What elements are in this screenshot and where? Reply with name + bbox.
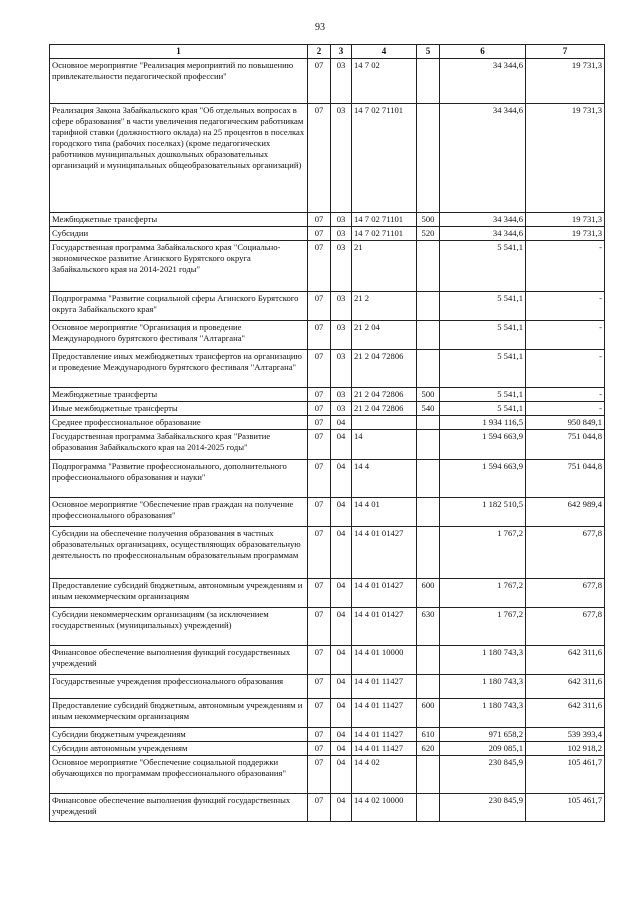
row-target-article-cell: 21 2 [352, 292, 417, 321]
row-sum-2-cell: 642 311,6 [526, 646, 605, 675]
row-subsection-cell: 03 [331, 241, 352, 292]
row-sum-1-cell: 1 767,2 [440, 579, 526, 608]
row-sum-2-cell: - [526, 321, 605, 350]
row-expense-type-cell [417, 430, 440, 460]
row-expense-type-cell [417, 756, 440, 794]
row-section-cell: 07 [308, 416, 331, 430]
row-subsection-cell: 03 [331, 292, 352, 321]
row-section-cell: 07 [308, 402, 331, 416]
row-sum-1-cell: 1 180 743,3 [440, 699, 526, 728]
row-sum-2-cell: 642 311,6 [526, 699, 605, 728]
row-target-article-cell: 14 4 02 [352, 756, 417, 794]
table-row [50, 430, 605, 460]
row-section-cell: 07 [308, 321, 331, 350]
row-sum-2-cell: 751 044,8 [526, 430, 605, 460]
row-expense-type-cell [417, 59, 440, 104]
table-row [50, 416, 605, 430]
row-subsection-cell: 04 [331, 728, 352, 742]
row-sum-2-cell: - [526, 350, 605, 388]
row-sum-2-cell: 105 461,7 [526, 756, 605, 794]
row-name-cell: Субсидии на обеспечение получения образования в частных образовательных организациях, осуществляющих образовательную деятельность по профессиональным образовательным программам [50, 527, 308, 579]
row-target-article-cell: 21 2 04 72806 [352, 388, 417, 402]
row-sum-2-cell: 642 989,4 [526, 498, 605, 527]
row-expense-type-cell: 620 [417, 742, 440, 756]
row-sum-2-cell: 19 731,3 [526, 59, 605, 104]
row-sum-1-cell: 34 344,6 [440, 213, 526, 227]
row-expense-type-cell [417, 104, 440, 213]
row-sum-1-cell: 34 344,6 [440, 59, 526, 104]
table-header [50, 45, 605, 59]
row-sum-2-cell: 102 918,2 [526, 742, 605, 756]
row-section-cell: 07 [308, 742, 331, 756]
table-row [50, 675, 605, 699]
row-sum-1-cell: 5 541,1 [440, 388, 526, 402]
row-expense-type-cell [417, 498, 440, 527]
row-target-article-cell: 14 4 01 01427 [352, 579, 417, 608]
row-name-cell: Основное мероприятие "Обеспечение социальной поддержки обучающихся по программам профессионального образования" [50, 756, 308, 794]
table-row [50, 321, 605, 350]
row-section-cell: 07 [308, 388, 331, 402]
row-section-cell: 07 [308, 350, 331, 388]
row-sum-1-cell: 230 845,9 [440, 794, 526, 822]
row-target-article-cell: 14 7 02 71101 [352, 104, 417, 213]
row-section-cell: 07 [308, 675, 331, 699]
row-sum-2-cell: 539 393,4 [526, 728, 605, 742]
row-subsection-cell: 04 [331, 460, 352, 498]
row-section-cell: 07 [308, 227, 331, 241]
row-sum-1-cell: 1 594 663,9 [440, 430, 526, 460]
row-name-cell: Основное мероприятие "Организация и проведение Международного бурятского фестиваля "Алтаргана" [50, 321, 308, 350]
row-target-article-cell: 14 7 02 71101 [352, 227, 417, 241]
row-expense-type-cell [417, 416, 440, 430]
row-section-cell: 07 [308, 292, 331, 321]
row-sum-1-cell: 1 180 743,3 [440, 675, 526, 699]
row-name-cell: Среднее профессиональное образование [50, 416, 308, 430]
row-sum-2-cell: 19 731,3 [526, 227, 605, 241]
row-name-cell: Основное мероприятие "Реализация мероприятий по повышению привлекательности педагогической профессии" [50, 59, 308, 104]
row-name-cell: Межбюджетные трансферты [50, 213, 308, 227]
row-subsection-cell: 04 [331, 742, 352, 756]
row-expense-type-cell [417, 292, 440, 321]
row-sum-2-cell: 751 044,8 [526, 460, 605, 498]
row-sum-1-cell: 1 180 743,3 [440, 646, 526, 675]
row-section-cell: 07 [308, 241, 331, 292]
row-sum-2-cell: 677,8 [526, 527, 605, 579]
row-section-cell: 07 [308, 430, 331, 460]
table-row [50, 350, 605, 388]
column-header-sum-2: 7 [526, 45, 605, 59]
row-subsection-cell: 03 [331, 402, 352, 416]
table-row [50, 241, 605, 292]
row-target-article-cell: 14 [352, 430, 417, 460]
page-number: 93 [315, 22, 325, 33]
column-header-sum-1: 6 [440, 45, 526, 59]
row-sum-1-cell: 5 541,1 [440, 292, 526, 321]
row-sum-2-cell: 105 461,7 [526, 794, 605, 822]
row-name-cell: Иные межбюджетные трансферты [50, 402, 308, 416]
row-sum-2-cell: 950 849,1 [526, 416, 605, 430]
row-sum-1-cell: 1 767,2 [440, 608, 526, 646]
column-header-name: 1 [50, 45, 308, 59]
row-target-article-cell: 14 4 01 01427 [352, 608, 417, 646]
row-expense-type-cell: 600 [417, 699, 440, 728]
column-header-subsection: 3 [331, 45, 352, 59]
row-name-cell: Субсидии некоммерческим организациям (за исключением государственных (муниципальных) учреждений) [50, 608, 308, 646]
row-name-cell: Финансовое обеспечение выполнения функций государственных учреждений [50, 646, 308, 675]
row-expense-type-cell [417, 675, 440, 699]
row-name-cell: Реализация Закона Забайкальского края "Об отдельных вопросах в сфере образования" в части увеличения педагогическим работникам тарифной ставки (должностного оклада) на 25 процентов в поселках городского типа (рабочих поселках) (кроме педагогических работников муниципальных дошкольных образовательных организаций и муниципальных общеобразовательных организаций) [50, 104, 308, 213]
row-section-cell: 07 [308, 699, 331, 728]
row-name-cell: Предоставление субсидий бюджетным, автономным учреждениям и иным некоммерческим организациям [50, 579, 308, 608]
row-subsection-cell: 04 [331, 675, 352, 699]
row-target-article-cell: 21 2 04 72806 [352, 402, 417, 416]
row-expense-type-cell: 520 [417, 227, 440, 241]
row-target-article-cell: 14 4 01 01427 [352, 527, 417, 579]
row-subsection-cell: 03 [331, 104, 352, 213]
table-row [50, 699, 605, 728]
row-subsection-cell: 03 [331, 350, 352, 388]
row-expense-type-cell [417, 350, 440, 388]
row-sum-2-cell: - [526, 402, 605, 416]
row-name-cell: Государственная программа Забайкальского края "Развитие образования Забайкальского края на 2014-2025 годы" [50, 430, 308, 460]
row-subsection-cell: 04 [331, 579, 352, 608]
table-row [50, 388, 605, 402]
table-row [50, 527, 605, 579]
row-expense-type-cell: 500 [417, 213, 440, 227]
row-section-cell: 07 [308, 579, 331, 608]
row-subsection-cell: 04 [331, 608, 352, 646]
row-sum-1-cell: 230 845,9 [440, 756, 526, 794]
row-name-cell: Предоставление иных межбюджетных трансфертов на организацию и проведение Международного бурятского фестиваля "Алтаргана" [50, 350, 308, 388]
row-sum-1-cell: 209 085,1 [440, 742, 526, 756]
row-target-article-cell: 21 2 04 [352, 321, 417, 350]
row-subsection-cell: 03 [331, 321, 352, 350]
row-target-article-cell: 21 2 04 72806 [352, 350, 417, 388]
row-sum-2-cell: 677,8 [526, 608, 605, 646]
row-target-article-cell: 14 4 01 11427 [352, 675, 417, 699]
row-name-cell: Межбюджетные трансферты [50, 388, 308, 402]
row-subsection-cell: 04 [331, 430, 352, 460]
column-header-target-article: 4 [352, 45, 417, 59]
row-subsection-cell: 04 [331, 794, 352, 822]
row-expense-type-cell: 540 [417, 402, 440, 416]
row-sum-1-cell: 1 934 116,5 [440, 416, 526, 430]
row-target-article-cell: 14 4 01 10000 [352, 646, 417, 675]
row-section-cell: 07 [308, 498, 331, 527]
row-name-cell: Государственная программа Забайкальского края "Социально-экономическое развитие Агинского Бурятского округа Забайкальского края на 2014-2021 годы" [50, 241, 308, 292]
row-sum-1-cell: 34 344,6 [440, 104, 526, 213]
table-row [50, 742, 605, 756]
row-section-cell: 07 [308, 460, 331, 498]
row-target-article-cell: 14 4 01 11427 [352, 742, 417, 756]
row-sum-1-cell: 5 541,1 [440, 402, 526, 416]
row-subsection-cell: 04 [331, 756, 352, 794]
row-target-article-cell: 14 4 01 [352, 498, 417, 527]
table-row [50, 646, 605, 675]
row-section-cell: 07 [308, 104, 331, 213]
table-body [50, 59, 605, 822]
row-subsection-cell: 03 [331, 59, 352, 104]
row-expense-type-cell [417, 794, 440, 822]
table-row [50, 794, 605, 822]
row-sum-2-cell: 19 731,3 [526, 104, 605, 213]
row-expense-type-cell [417, 527, 440, 579]
row-sum-2-cell: - [526, 292, 605, 321]
row-name-cell: Подпрограмма "Развитие профессионального, дополнительного профессионального образования и науки" [50, 460, 308, 498]
row-section-cell: 07 [308, 527, 331, 579]
table-row [50, 59, 605, 104]
row-target-article-cell [352, 416, 417, 430]
table-row [50, 728, 605, 742]
row-sum-2-cell: 19 731,3 [526, 213, 605, 227]
row-subsection-cell: 04 [331, 527, 352, 579]
column-header-expense-type: 5 [417, 45, 440, 59]
row-subsection-cell: 03 [331, 227, 352, 241]
budget-table [49, 44, 605, 822]
row-expense-type-cell [417, 646, 440, 675]
row-section-cell: 07 [308, 59, 331, 104]
row-sum-1-cell: 971 658,2 [440, 728, 526, 742]
table-row [50, 608, 605, 646]
row-name-cell: Субсидии бюджетным учреждениям [50, 728, 308, 742]
table-row [50, 402, 605, 416]
row-target-article-cell: 14 7 02 71101 [352, 213, 417, 227]
row-sum-1-cell: 5 541,1 [440, 241, 526, 292]
table-row [50, 104, 605, 213]
row-sum-1-cell: 1 594 663,9 [440, 460, 526, 498]
row-target-article-cell: 14 4 02 10000 [352, 794, 417, 822]
row-sum-2-cell: - [526, 388, 605, 402]
row-sum-2-cell: - [526, 241, 605, 292]
row-expense-type-cell [417, 460, 440, 498]
row-section-cell: 07 [308, 728, 331, 742]
row-target-article-cell: 14 4 01 11427 [352, 728, 417, 742]
row-name-cell: Предоставление субсидий бюджетным, автономным учреждениям и иным некоммерческим организациям [50, 699, 308, 728]
table-row [50, 498, 605, 527]
row-subsection-cell: 04 [331, 646, 352, 675]
row-sum-1-cell: 1 767,2 [440, 527, 526, 579]
row-section-cell: 07 [308, 646, 331, 675]
table-row [50, 292, 605, 321]
row-subsection-cell: 03 [331, 213, 352, 227]
row-name-cell: Государственные учреждения профессионального образования [50, 675, 308, 699]
column-header-section: 2 [308, 45, 331, 59]
table-row [50, 579, 605, 608]
row-subsection-cell: 04 [331, 498, 352, 527]
row-expense-type-cell: 600 [417, 579, 440, 608]
row-expense-type-cell: 630 [417, 608, 440, 646]
row-sum-1-cell: 1 182 510,5 [440, 498, 526, 527]
row-section-cell: 07 [308, 213, 331, 227]
row-expense-type-cell: 500 [417, 388, 440, 402]
row-expense-type-cell: 610 [417, 728, 440, 742]
row-subsection-cell: 04 [331, 699, 352, 728]
row-sum-1-cell: 5 541,1 [440, 350, 526, 388]
row-sum-2-cell: 642 311,6 [526, 675, 605, 699]
row-sum-1-cell: 5 541,1 [440, 321, 526, 350]
row-expense-type-cell [417, 241, 440, 292]
header-row [50, 45, 605, 59]
row-name-cell: Субсидии автономным учреждениям [50, 742, 308, 756]
table-row [50, 460, 605, 498]
row-name-cell: Основное мероприятие "Обеспечение прав граждан на получение профессионального образования" [50, 498, 308, 527]
row-name-cell: Субсидии [50, 227, 308, 241]
table-row [50, 213, 605, 227]
table-row [50, 756, 605, 794]
row-section-cell: 07 [308, 756, 331, 794]
row-subsection-cell: 03 [331, 388, 352, 402]
row-expense-type-cell [417, 321, 440, 350]
row-sum-1-cell: 34 344,6 [440, 227, 526, 241]
row-section-cell: 07 [308, 794, 331, 822]
row-target-article-cell: 14 4 01 11427 [352, 699, 417, 728]
row-section-cell: 07 [308, 608, 331, 646]
row-name-cell: Финансовое обеспечение выполнения функций государственных учреждений [50, 794, 308, 822]
row-name-cell: Подпрограмма "Развитие социальной сферы Агинского Бурятского округа Забайкальского края" [50, 292, 308, 321]
row-subsection-cell: 04 [331, 416, 352, 430]
row-target-article-cell: 14 7 02 [352, 59, 417, 104]
row-target-article-cell: 14 4 [352, 460, 417, 498]
table-row [50, 227, 605, 241]
row-target-article-cell: 21 [352, 241, 417, 292]
row-sum-2-cell: 677,8 [526, 579, 605, 608]
